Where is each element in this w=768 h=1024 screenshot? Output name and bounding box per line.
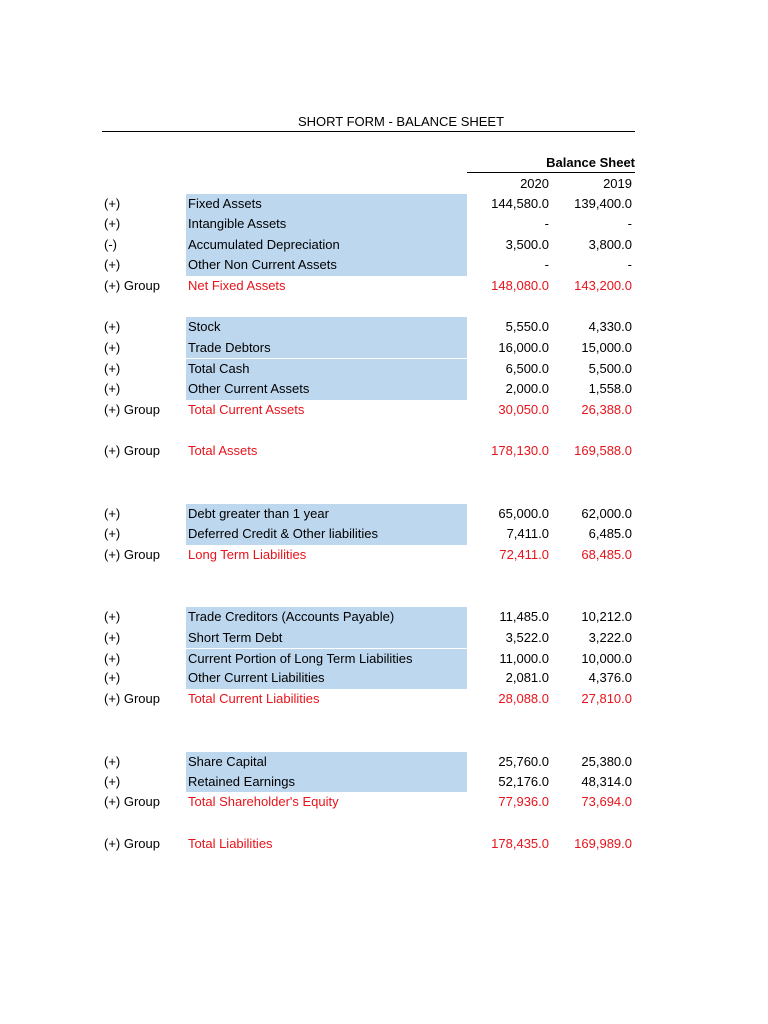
- value-2020: 6,500.0: [505, 360, 549, 376]
- total-row: [102, 834, 635, 855]
- row-sign: (+) Group: [104, 794, 160, 810]
- row-sign: (+): [104, 629, 121, 645]
- value-2019: -: [627, 216, 632, 232]
- row-sign: (+): [104, 216, 121, 232]
- row-label: Total Liabilities: [188, 835, 273, 851]
- row-label: Trade Debtors: [186, 338, 467, 359]
- row-label: Stock: [186, 317, 467, 338]
- table-row: [102, 379, 635, 400]
- value-2020: 144,580.0: [491, 195, 549, 211]
- row-sign: (+): [104, 526, 121, 542]
- value-2020: 72,411.0: [499, 547, 549, 562]
- row-label: Net Fixed Assets: [188, 278, 286, 293]
- row-label: Long Term Liabilities: [188, 547, 307, 562]
- row-sign: (+): [104, 360, 121, 376]
- table-row: [102, 338, 635, 359]
- value-2020: 11,000.0: [499, 650, 549, 666]
- value-2020: 7,411.0: [506, 526, 549, 542]
- value-2019: 68,485.0: [581, 547, 632, 562]
- table-row: [102, 255, 635, 276]
- row-sign: (+) Group: [104, 278, 160, 293]
- value-2020: 5,550.0: [505, 319, 549, 335]
- row-sign: (+): [104, 670, 121, 685]
- total-row: [102, 689, 635, 710]
- value-2019: 48,314.0: [581, 773, 632, 789]
- value-2019: 15,000.0: [581, 339, 632, 355]
- total-row: [102, 792, 635, 813]
- row-label: Debt greater than 1 year: [186, 504, 467, 525]
- row-label: Deferred Credit & Other liabilities: [186, 524, 467, 545]
- row-label: Total Current Assets: [188, 401, 305, 417]
- value-2020: 25,760.0: [498, 753, 549, 769]
- page-title: SHORT FORM - BALANCE SHEET: [297, 114, 505, 129]
- value-2020: 16,000.0: [498, 339, 549, 355]
- value-2019: 139,400.0: [574, 195, 632, 211]
- value-2020: -: [544, 257, 549, 273]
- row-label: Intangible Assets: [186, 214, 467, 235]
- table-row: [102, 317, 635, 338]
- row-label: Short Term Debt: [186, 628, 467, 649]
- table-row: [102, 359, 635, 380]
- row-sign: (+): [104, 505, 121, 521]
- value-2019: 26,388.0: [581, 401, 632, 417]
- row-sign: (+): [104, 753, 121, 769]
- row-sign: (-): [104, 236, 117, 252]
- row-sign: (+): [104, 381, 121, 397]
- table-row: [102, 628, 635, 649]
- title-underline: [102, 131, 635, 132]
- total-row: [102, 276, 635, 297]
- value-2020: 11,485.0: [499, 609, 549, 625]
- table-row: [102, 649, 635, 670]
- table-row: [102, 752, 635, 773]
- row-label: Share Capital: [186, 752, 467, 773]
- total-row: [102, 441, 635, 462]
- row-sign: (+): [104, 339, 121, 355]
- header-underline: [467, 172, 635, 173]
- row-sign: (+) Group: [104, 401, 160, 417]
- value-2019: 143,200.0: [574, 278, 632, 293]
- value-2019: 4,330.0: [588, 319, 632, 335]
- row-label: Total Shareholder's Equity: [188, 794, 339, 810]
- value-2019: -: [627, 257, 632, 273]
- total-row: [102, 545, 635, 566]
- table-row: [102, 194, 635, 215]
- row-label: Accumulated Depreciation: [186, 235, 467, 256]
- value-2019: 1,558.0: [588, 381, 632, 397]
- value-2019: 27,810.0: [581, 691, 632, 707]
- table-row: [102, 235, 635, 256]
- value-2020: 30,050.0: [498, 401, 549, 417]
- balance-sheet-header: Balance Sheet: [546, 155, 635, 170]
- table-row: [102, 504, 635, 525]
- table-row: [102, 772, 635, 793]
- row-sign: (+): [104, 319, 121, 335]
- row-sign: (+): [104, 609, 121, 625]
- value-2020: 2,000.0: [505, 381, 549, 397]
- row-label: Total Assets: [188, 443, 258, 459]
- value-2019: 3,800.0: [588, 236, 632, 252]
- value-2019: 3,222.0: [588, 629, 632, 645]
- value-2019: 62,000.0: [581, 505, 632, 521]
- value-2020: 148,080.0: [491, 278, 549, 293]
- total-row: [102, 400, 635, 421]
- row-sign: (+): [104, 257, 121, 273]
- row-label: Trade Creditors (Accounts Payable): [186, 607, 467, 628]
- row-label: Other Current Liabilities: [186, 668, 467, 689]
- row-label: Fixed Assets: [186, 194, 467, 215]
- row-label: Retained Earnings: [186, 772, 467, 793]
- value-2019: 10,000.0: [581, 650, 632, 666]
- value-2020: 178,130.0: [491, 443, 549, 459]
- row-label: Total Current Liabilities: [188, 691, 320, 707]
- value-2019: 6,485.0: [588, 526, 632, 542]
- row-sign: (+) Group: [104, 691, 160, 707]
- row-label: Current Portion of Long Term Liabilities: [186, 649, 467, 670]
- value-2020: 65,000.0: [498, 505, 549, 521]
- year-2020-header: 2020: [520, 176, 549, 191]
- table-row: [102, 524, 635, 545]
- year-2019-header: 2019: [603, 176, 632, 191]
- value-2019: 73,694.0: [581, 794, 632, 810]
- row-sign: (+): [104, 195, 121, 211]
- value-2020: 3,500.0: [505, 236, 549, 252]
- row-sign: (+) Group: [104, 547, 160, 562]
- value-2019: 169,989.0: [574, 835, 632, 851]
- row-label: Other Current Assets: [186, 379, 467, 400]
- row-sign: (+) Group: [104, 835, 160, 851]
- table-row: [102, 607, 635, 628]
- value-2020: 52,176.0: [498, 773, 549, 789]
- value-2020: 178,435.0: [491, 835, 549, 851]
- value-2019: 5,500.0: [588, 360, 632, 376]
- value-2019: 169,588.0: [574, 443, 632, 459]
- value-2019: 10,212.0: [581, 609, 632, 625]
- value-2020: 28,088.0: [498, 691, 549, 707]
- row-label: Other Non Current Assets: [186, 255, 467, 276]
- row-label: Total Cash: [186, 359, 467, 380]
- row-sign: (+): [104, 650, 121, 666]
- value-2020: 77,936.0: [498, 794, 549, 810]
- value-2020: 3,522.0: [505, 629, 549, 645]
- value-2020: 2,081.0: [505, 670, 549, 685]
- value-2020: -: [544, 216, 549, 232]
- table-row: [102, 214, 635, 235]
- row-sign: (+): [104, 773, 121, 789]
- value-2019: 25,380.0: [581, 753, 632, 769]
- table-row: [102, 668, 635, 689]
- value-2019: 4,376.0: [588, 670, 632, 685]
- row-sign: (+) Group: [104, 443, 160, 459]
